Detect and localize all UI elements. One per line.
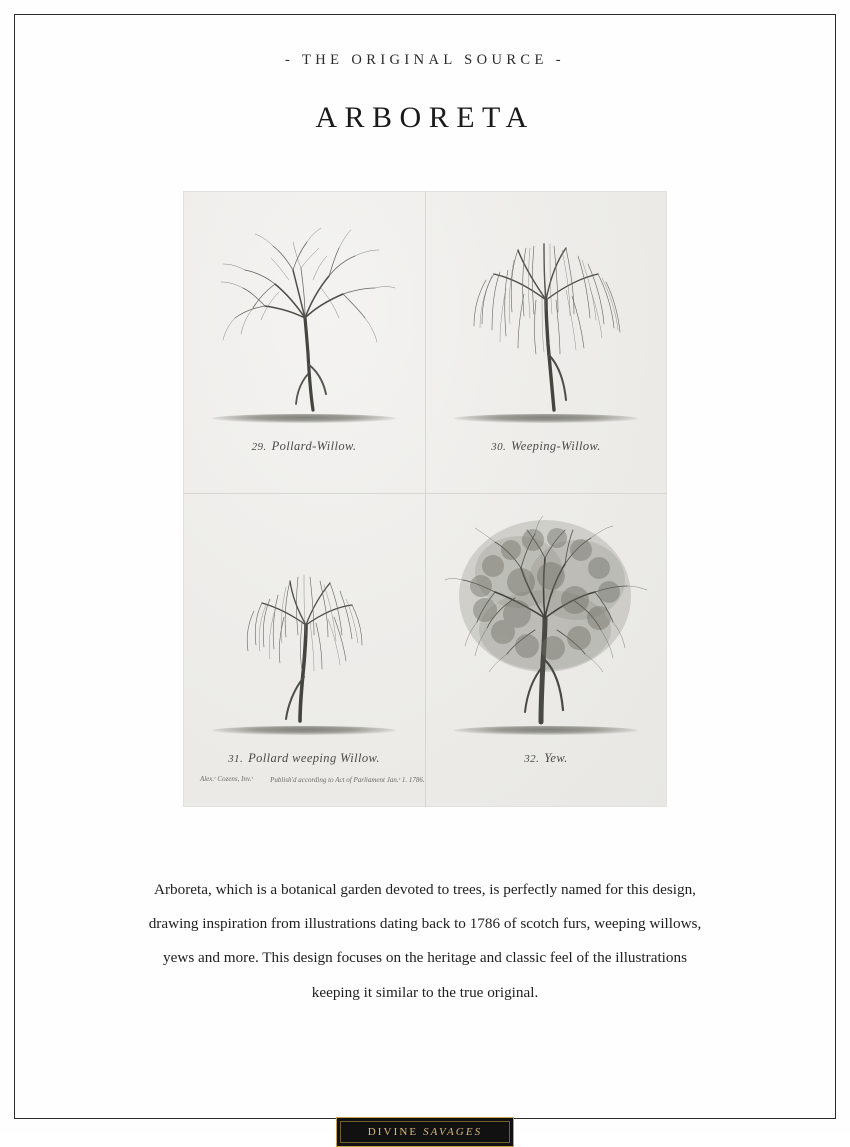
tree-illustration-yew [425, 518, 667, 725]
panel-caption [425, 751, 667, 766]
description-text [105, 873, 745, 1010]
panel-number: 30. [491, 440, 507, 453]
page-content [14, 14, 836, 1119]
panel-number: 32. [524, 753, 540, 766]
brand-name-first: DIVINE [367, 1126, 424, 1138]
ground-shadow [454, 726, 638, 735]
panel-number: 29. [251, 440, 267, 453]
engraving-plate [183, 191, 667, 807]
plate-panel-pollard-willow [183, 191, 425, 493]
description-line-2: drawing inspiration from illustrations dating back to 1786 of scotch furs, weeping willows, [148, 915, 702, 933]
ground-shadow [212, 726, 396, 735]
panel-caption-text: Yew. [544, 751, 568, 766]
engraver-signature: Alex.ʳ Cozens, Inv.ᵗ [199, 775, 253, 784]
brand-logo [336, 1117, 514, 1147]
tree-illustration-pollard-weeping-willow [183, 518, 425, 725]
description-line-3: yews and more. This design focuses on the heritage and classic feel of the illustrations [163, 949, 687, 967]
panel-caption [425, 439, 667, 454]
panel-number: 31. [228, 753, 244, 766]
publication-line: Publish'd according to Act of Parliament Jan.ʳ 1. 1786. [270, 776, 425, 785]
plate-paper [183, 191, 667, 807]
tree-illustration-weeping-willow [425, 215, 667, 414]
ground-shadow [454, 414, 638, 423]
eyebrow-label: - THE ORIGINAL SOURCE - [284, 52, 566, 68]
page-title: ARBORETA [315, 101, 535, 134]
plate-panel-pollard-weeping-willow [183, 493, 425, 807]
plate-panel-yew [425, 493, 667, 807]
tree-illustration-pollard-willow [183, 215, 425, 414]
brand-logo-inner-border [340, 1121, 510, 1143]
panel-caption-text: Pollard weeping Willow. [248, 751, 380, 766]
panel-caption [183, 439, 425, 454]
panel-caption-text: Weeping-Willow. [511, 438, 601, 453]
description-line-1: Arboreta, which is a botanical garden devoted to trees, is perfectly named for this design, [154, 881, 696, 898]
brand-name-second: SAVAGES [423, 1126, 483, 1138]
panel-caption [183, 751, 425, 766]
panel-caption-text: Pollard-Willow. [271, 438, 357, 453]
ground-shadow [212, 414, 396, 423]
plate-panel-weeping-willow [425, 191, 667, 493]
brand-logo-text [368, 1126, 483, 1138]
description-line-4: keeping it similar to the true original. [311, 983, 539, 1001]
